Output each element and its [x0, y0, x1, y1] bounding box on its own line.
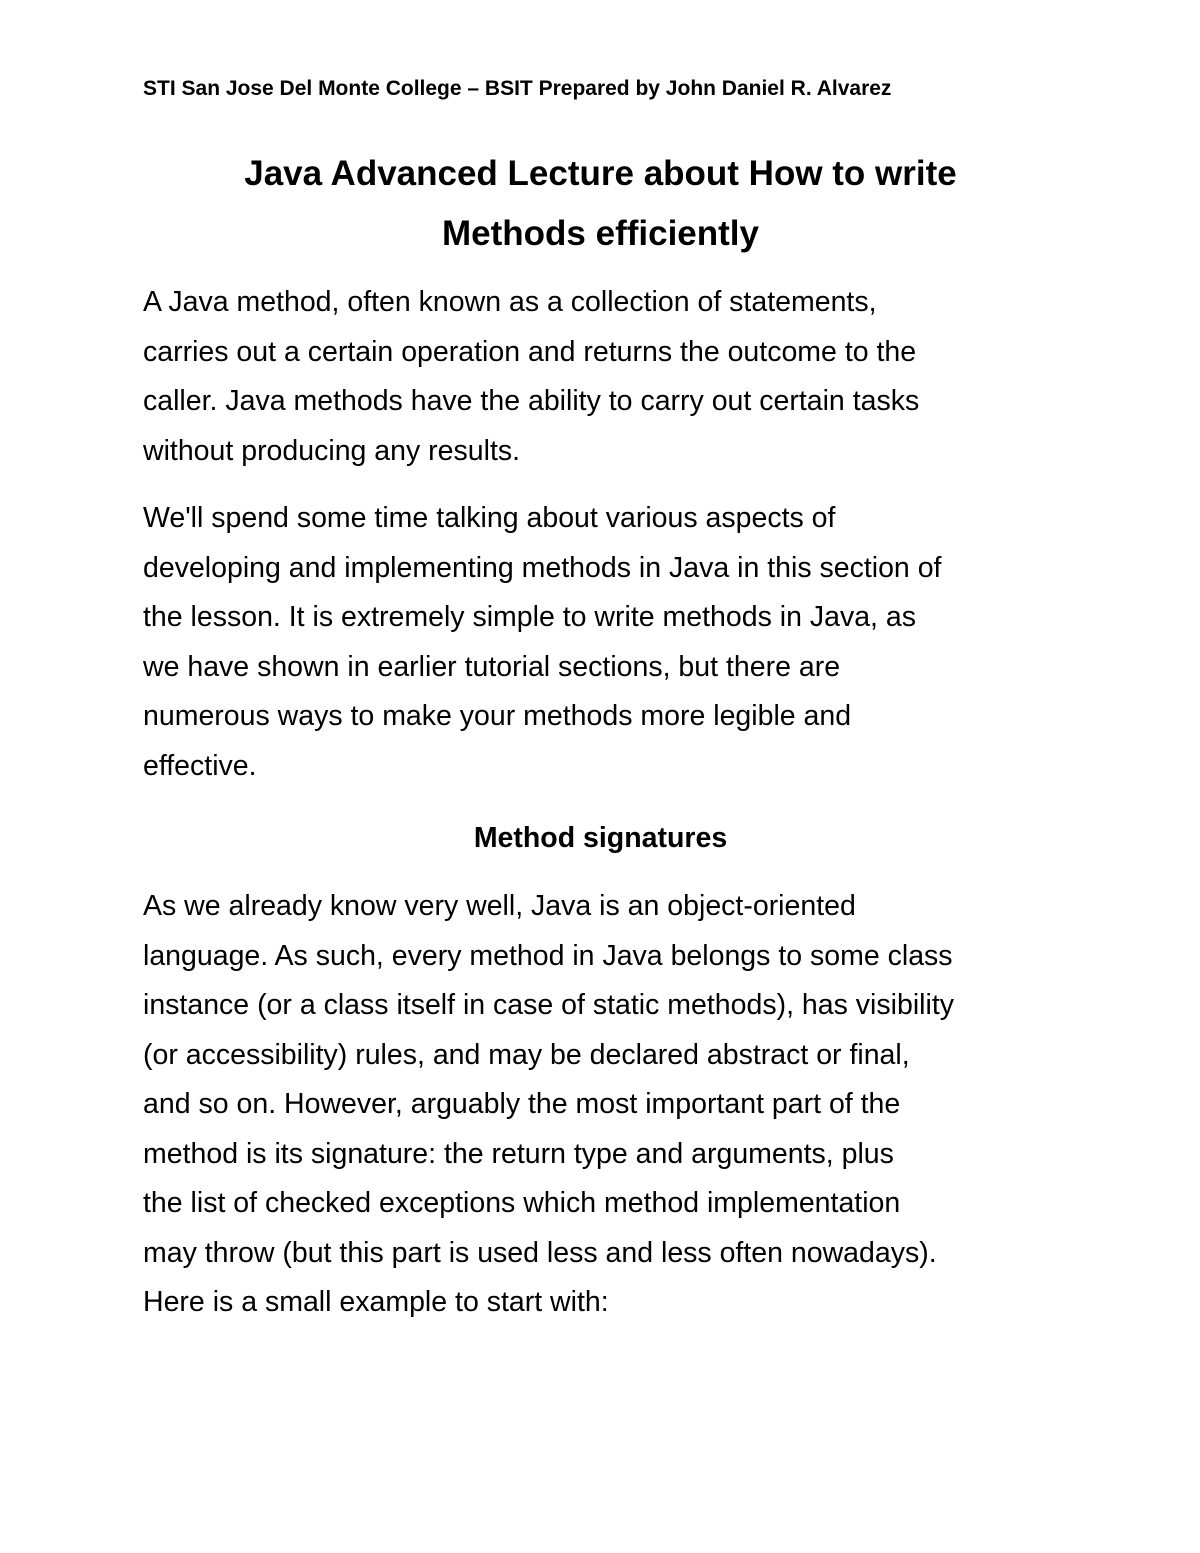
paragraph-line: without producing any results. — [143, 434, 521, 467]
document-title — [143, 144, 1058, 264]
paragraph-line: numerous ways to make your methods more legible and — [143, 700, 852, 732]
paragraph-overview — [143, 494, 1058, 791]
title-line-1: Java Advanced Lecture about How to write — [244, 154, 957, 193]
paragraph-line: Here is a small example to start with: — [143, 1286, 609, 1318]
paragraph-line: As we already know very well, Java is an object-oriented — [143, 890, 856, 922]
page-content — [143, 72, 1058, 1328]
paragraph-line: language. As such, every method in Java belongs to some class — [143, 939, 953, 972]
paragraph-line: we have shown in earlier tutorial sections, but there are — [143, 650, 841, 683]
title-line-2: Methods efficiently — [442, 214, 759, 253]
paragraph-line: instance (or a class itself in case of static methods), has visibility — [143, 989, 954, 1021]
paragraph-method-signatures — [143, 882, 1058, 1328]
paragraph-line: may throw (but this part is used less and less often nowadays). — [143, 1236, 937, 1269]
paragraph-line: We'll spend some time talking about various aspects of — [143, 502, 836, 534]
section-heading: Method signatures — [473, 822, 728, 854]
paragraph-line: caller. Java methods have the ability to carry out certain tasks — [143, 385, 920, 417]
paragraph-line: developing and implementing methods in Java in this section of — [143, 551, 942, 584]
paragraph-line: and so on. However, arguably the most important part of the — [143, 1088, 901, 1120]
paragraph-line: the lesson. It is extremely simple to write methods in Java, as — [143, 601, 916, 633]
paragraph-intro — [143, 278, 1058, 476]
paragraph-line: effective. — [143, 749, 257, 782]
paragraph-line: (or accessibility) rules, and may be declared abstract or final, — [143, 1038, 910, 1071]
paragraph-line: A Java method, often known as a collection of statements, — [143, 286, 877, 318]
document-header: STI San Jose Del Monte College – BSIT Prepared by John Daniel R. Alvarez — [143, 77, 892, 100]
paragraph-line: the list of checked exceptions which method implementation — [143, 1187, 901, 1219]
paragraph-line: method is its signature: the return type and arguments, plus — [143, 1137, 894, 1170]
paragraph-line: carries out a certain operation and returns the outcome to the — [143, 335, 917, 368]
